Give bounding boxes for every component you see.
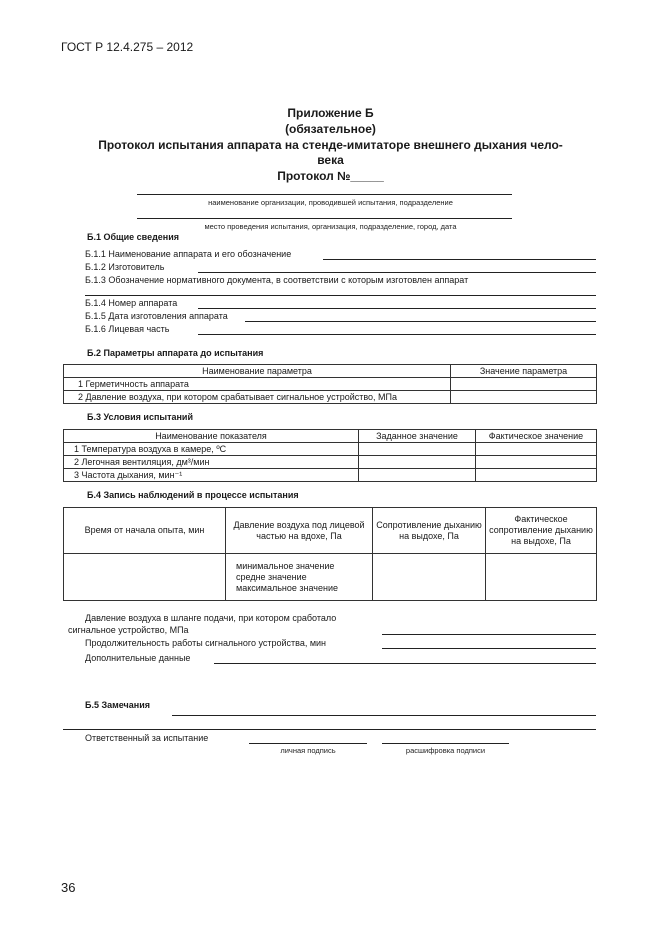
column-header: Фактическое сопротивление дыханию на выдохе, Па	[486, 508, 597, 554]
table-row	[64, 456, 597, 469]
field-label-facepiece: Б.1.6 Лицевая часть	[85, 324, 170, 334]
field-line-manufacturer[interactable]	[198, 272, 596, 273]
signature-caption: личная подпись	[280, 746, 336, 755]
section-b2-heading: Б.2 Параметры аппарата до испытания	[87, 348, 264, 358]
table-cell[interactable]	[359, 443, 476, 456]
table-row	[64, 554, 597, 601]
place-caption: место проведения испытания, организация, подразделение, город, дата	[204, 222, 457, 231]
field-line-name[interactable]	[323, 259, 596, 260]
row-label-max: максимальное значение	[236, 583, 338, 593]
section-b3-heading: Б.3 Условия испытаний	[87, 412, 194, 422]
protocol-title: Протокол испытания аппарата на стенде-имитаторе внешнего дыхания чело-	[98, 138, 563, 152]
hose-pressure-label: Давление воздуха в шланге подачи, при котором сработало	[85, 613, 337, 623]
table-cell: 2 Давление воздуха, при котором срабатывает сигнальное устройство, МПа	[64, 391, 451, 404]
field-label-standard: Б.1.3 Обозначение нормативного документа, в соответствии с которым изготовлен аппарат	[85, 275, 469, 285]
table-cell[interactable]	[476, 469, 597, 482]
conditions-table	[63, 429, 597, 482]
remarks-line-2[interactable]	[63, 729, 596, 730]
column-header: Заданное значение	[359, 430, 476, 443]
field-label-date: Б.1.5 Дата изготовления аппарата	[85, 311, 228, 321]
signal-duration-line[interactable]	[382, 648, 596, 649]
hose-pressure-line[interactable]	[382, 634, 596, 635]
field-line-number[interactable]	[198, 308, 596, 309]
table-cell[interactable]	[476, 443, 597, 456]
table-cell[interactable]	[451, 378, 597, 391]
table-cell: 1 Температура воздуха в камере, ºС	[64, 443, 359, 456]
table-cell[interactable]	[359, 469, 476, 482]
organization-line	[137, 194, 512, 195]
remarks-line[interactable]	[172, 715, 596, 716]
field-line-standard[interactable]	[85, 295, 596, 296]
column-header: Сопротивление дыханию на выдохе, Па	[373, 508, 486, 554]
table-row	[64, 391, 597, 404]
appendix-title: Приложение Б	[287, 106, 374, 120]
table-cell: 2 Легочная вентиляция, дм³/мин	[64, 456, 359, 469]
responsible-label: Ответственный за испытание	[85, 733, 209, 743]
document-id: ГОСТ Р 12.4.275 – 2012	[61, 40, 194, 54]
organization-caption: наименование организации, проводившей испытания, подразделение	[208, 198, 453, 207]
additional-data-line[interactable]	[214, 663, 596, 664]
row-label-avg: средне значение	[236, 572, 307, 582]
field-label-number: Б.1.4 Номер аппарата	[85, 298, 178, 308]
section-b5-heading: Б.5 Замечания	[85, 700, 151, 710]
column-header: Наименование параметра	[64, 365, 451, 378]
column-header: Фактическое значение	[476, 430, 597, 443]
signal-duration-label: Продолжительность работы сигнального устройства, мин	[85, 638, 327, 648]
decoding-caption: расшифровка подписи	[405, 746, 486, 755]
hose-pressure-label-cont: сигнальное устройство, МПа	[68, 625, 189, 635]
table-cell[interactable]	[486, 554, 597, 601]
table-cell: 3 Частота дыхания, мин⁻¹	[64, 469, 359, 482]
field-label-name: Б.1.1 Наименование аппарата и его обозначение	[85, 249, 292, 259]
table-row	[64, 469, 597, 482]
column-header: Давление воздуха под лицевой частью на вдохе, Па	[226, 508, 373, 554]
section-b4-heading: Б.4 Запись наблюдений в процессе испытания	[87, 490, 299, 500]
table-cell[interactable]	[359, 456, 476, 469]
table-cell[interactable]	[476, 456, 597, 469]
decoding-line[interactable]	[382, 743, 509, 744]
field-label-manufacturer: Б.1.2 Изготовитель	[85, 262, 165, 272]
table-cell[interactable]	[64, 554, 226, 601]
table-cell: 1 Герметичность аппарата	[64, 378, 451, 391]
section-b1-heading: Б.1 Общие сведения	[87, 232, 180, 242]
parameters-table	[63, 364, 597, 404]
page-number: 36	[61, 880, 76, 895]
table-row	[64, 378, 597, 391]
appendix-status: (обязательное)	[285, 122, 376, 136]
row-label-min: минимальное значение	[236, 561, 335, 571]
field-line-date[interactable]	[245, 321, 596, 322]
signature-line[interactable]	[249, 743, 367, 744]
field-line-facepiece[interactable]	[198, 334, 596, 335]
additional-data-label: Дополнительные данные	[85, 653, 191, 663]
place-line	[137, 218, 512, 219]
protocol-title-cont: века	[317, 153, 344, 167]
column-header: Наименование показателя	[64, 430, 359, 443]
protocol-number: Протокол №_____	[277, 169, 384, 183]
table-cell[interactable]	[373, 554, 486, 601]
table-row	[64, 443, 597, 456]
column-header: Значение параметра	[451, 365, 597, 378]
column-header: Время от начала опыта, мин	[64, 508, 226, 554]
observations-table	[63, 507, 597, 601]
table-cell[interactable]	[451, 391, 597, 404]
